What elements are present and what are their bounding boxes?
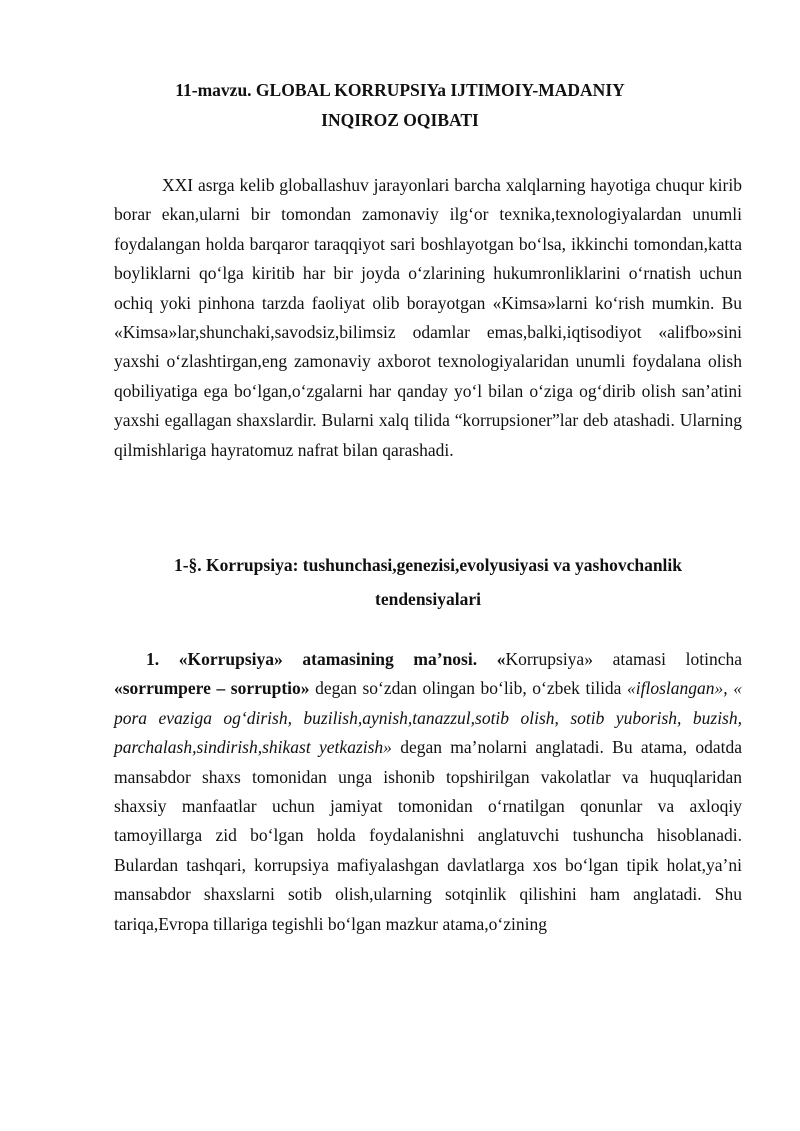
term-text-3: degan ma’nolarni anglatadi. Bu atama, odatda mansabdor shaxs tomonidan unga ishonib topshirilgan vakolatlar va huquqlaridan shaxsiy manfaatlar uchun jamiyat tomonidan o‘rnatilgan qonunlar va axloqiy tamoyillarga zid bo‘lgan holda foydalanishni anglatuvchi tushuncha hisoblanadi. Bulardan tashqari, korrupsiya mafiyalashgan davlatlarga xos bo‘lgan tipik holat,ya’ni mansabdor shaxslarni sotib olish,ularning sotqinlik qilishini ham anglatadi. Shu tariqa,Evropa tillariga tegishli bo‘lgan mazkur atama,o‘zining [114,737,742,934]
document-title-line2: INQIROZ OQIBATI [321,110,479,130]
section-title-line1: 1-§. Korrupsiya: tushunchasi,genezisi,evolyusiyasi va yashovchanlik [173,555,683,575]
latin-origin: «sorrumpere – sorruptio» [114,678,310,699]
term-heading: 1. «Korrupsiya» atamasining ma’nosi. « [146,649,506,669]
term-text-2: degan so‘zdan olingan bo‘lib, o‘zbek tilida [309,678,628,699]
term-text-1: Korrupsiya» atamasi lotincha [505,649,743,669]
section-title-line2: tendensiyalari [375,589,481,609]
intro-paragraph: XXI asrga kelib globallashuv jarayonlari barcha xalqlarning hayotiga chuqur kirib borar ekan,ularni bir tomondan zamonaviy ilg‘or texnika,texnologiyalardan unumli foydalangan holda barqaror taraqqiyot sari boshlayotgan bo‘lsa, ikkinchi tomondan,katta boyliklarni qo‘lga kiritib har bir joyda o‘zlarining hukumronliklarini o‘rnatish uchun ochiq yoki pinhona tarzda faoliyat olib borayotgan «Kimsa»larni ko‘rish mumkin. Bu «Kimsa»lar,shunchaki,savodsiz,bilimsiz odamlar emas,balki,iqtisodiyot «alifbo»sini yaxshi o‘zlashtirgan,eng zamonaviy axborot texnologiyalaridan unumli foydalana olish qobiliyatiga ega bo‘lgan,o‘zgalarni har qanday yo‘l bilan o‘ziga og‘dirib olish san’atini yaxshi egallagan shaxslardir. Bularni xalq tilida “korrupsioner”lar deb atashadi. Ularning qilmishlariga hayratomuz nafrat bilan qarashadi. [114,175,742,460]
term-meaning-paragraph [114,645,742,939]
document-title-line1: 11-mavzu. GLOBAL KORRUPSIYa IJTIMOIY-MADANIY [175,80,625,100]
term-meanings: «ifloslangan», « pora evaziga og‘dirish, buzilish,aynish,tanazzul,sotib olish, sotib yuborish, buzish, parchalash,sindirish,shikast yetkazish» [114,678,742,758]
